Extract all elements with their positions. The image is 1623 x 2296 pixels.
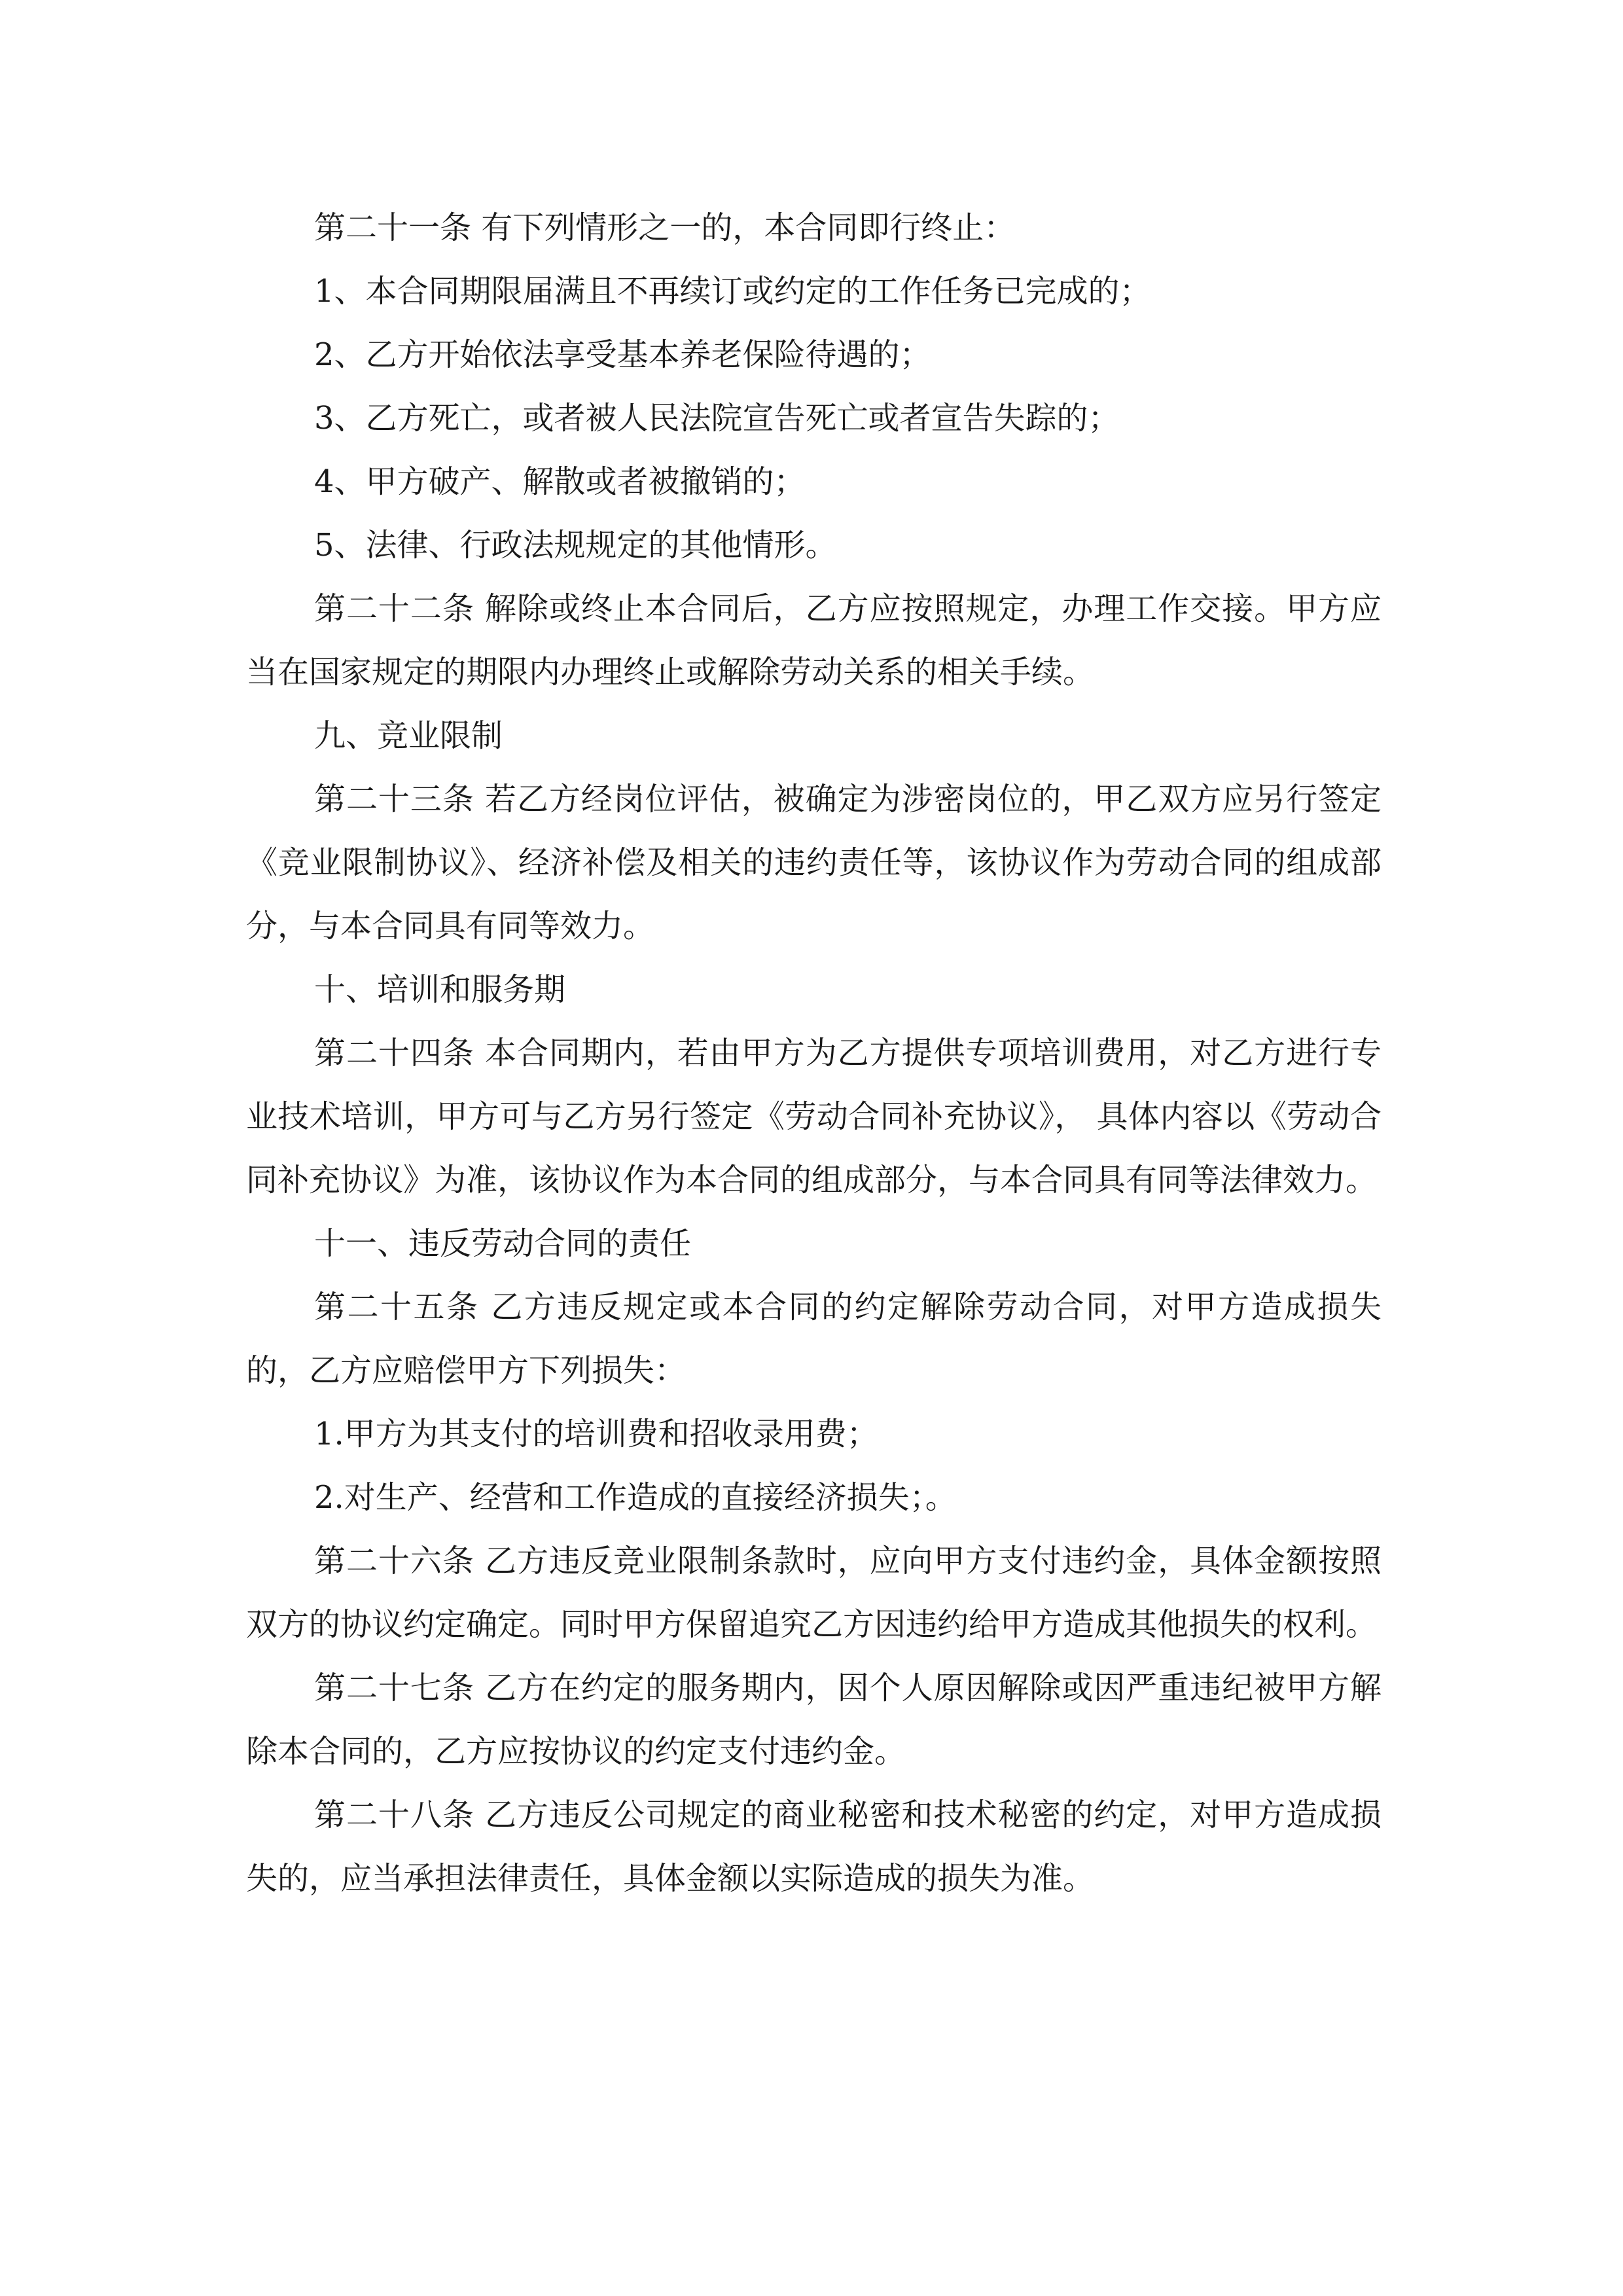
document-body [246,196,1382,1910]
article-21-item-5: 5、法律、行政法规规定的其他情形。 [314,527,837,564]
section-9-heading: 九、竞业限制 [314,717,503,754]
article-21-heading: 第二十一条 有下列情形之一的，本合同即行终止： [314,209,1016,246]
article-21-item-1: 1、本合同期限届满且不再续订或约定的工作任务已完成的； [314,273,1151,310]
article-21-item-3: 3、乙方死亡，或者被人民法院宣告死亡或者宣告失踪的； [314,400,1120,437]
article-26: 第二十六条 乙方违反竞业限制条款时，应向甲方支付违约金，具体金额按照双方的协议约定确定。同时甲方保留追究乙方因违约给甲方造成其他损失的权利。 [246,1543,1382,1643]
article-23: 第二十三条 若乙方经岗位评估，被确定为涉密岗位的，甲乙双方应另行签定《竞业限制协议》、经济补偿及相关的违约责任等，该协议作为劳动合同的组成部分，与本合同具有同等效力。 [246,781,1382,944]
article-25-item-2: 2.对生产、经营和工作造成的直接经济损失；。 [314,1479,957,1516]
section-10-heading: 十、培训和服务期 [314,971,566,1008]
article-21-item-4: 4、甲方破产、解散或者被撤销的； [314,463,806,500]
article-22: 第二十二条 解除或终止本合同后，乙方应按照规定，办理工作交接。甲方应当在国家规定的期限内办理终止或解除劳动关系的相关手续。 [246,590,1382,691]
article-21-item-2: 2、乙方开始依法享受基本养老保险待遇的； [314,336,931,373]
article-25: 第二十五条 乙方违反规定或本合同的约定解除劳动合同，对甲方造成损失的，乙方应赔偿甲方下列损失： [246,1289,1382,1389]
article-27: 第二十七条 乙方在约定的服务期内，因个人原因解除或因严重违纪被甲方解除本合同的，乙方应按协议的约定支付违约金。 [246,1670,1382,1770]
section-11-heading: 十一、违反劳动合同的责任 [314,1225,692,1262]
article-28: 第二十八条 乙方违反公司规定的商业秘密和技术秘密的约定，对甲方造成损失的，应当承担法律责任，具体金额以实际造成的损失为准。 [246,1797,1382,1897]
article-24: 第二十四条 本合同期内，若由甲方为乙方提供专项培训费用，对乙方进行专业技术培训，甲方可与乙方另行签定《劳动合同补充协议》， 具体内容以《劳动合同补充协议》为准，该协议作为本合同的组成部分，与本合同具有同等法律效力。 [246,1035,1382,1198]
article-25-item-1: 1.甲方为其支付的培训费和招收录用费； [314,1416,878,1452]
